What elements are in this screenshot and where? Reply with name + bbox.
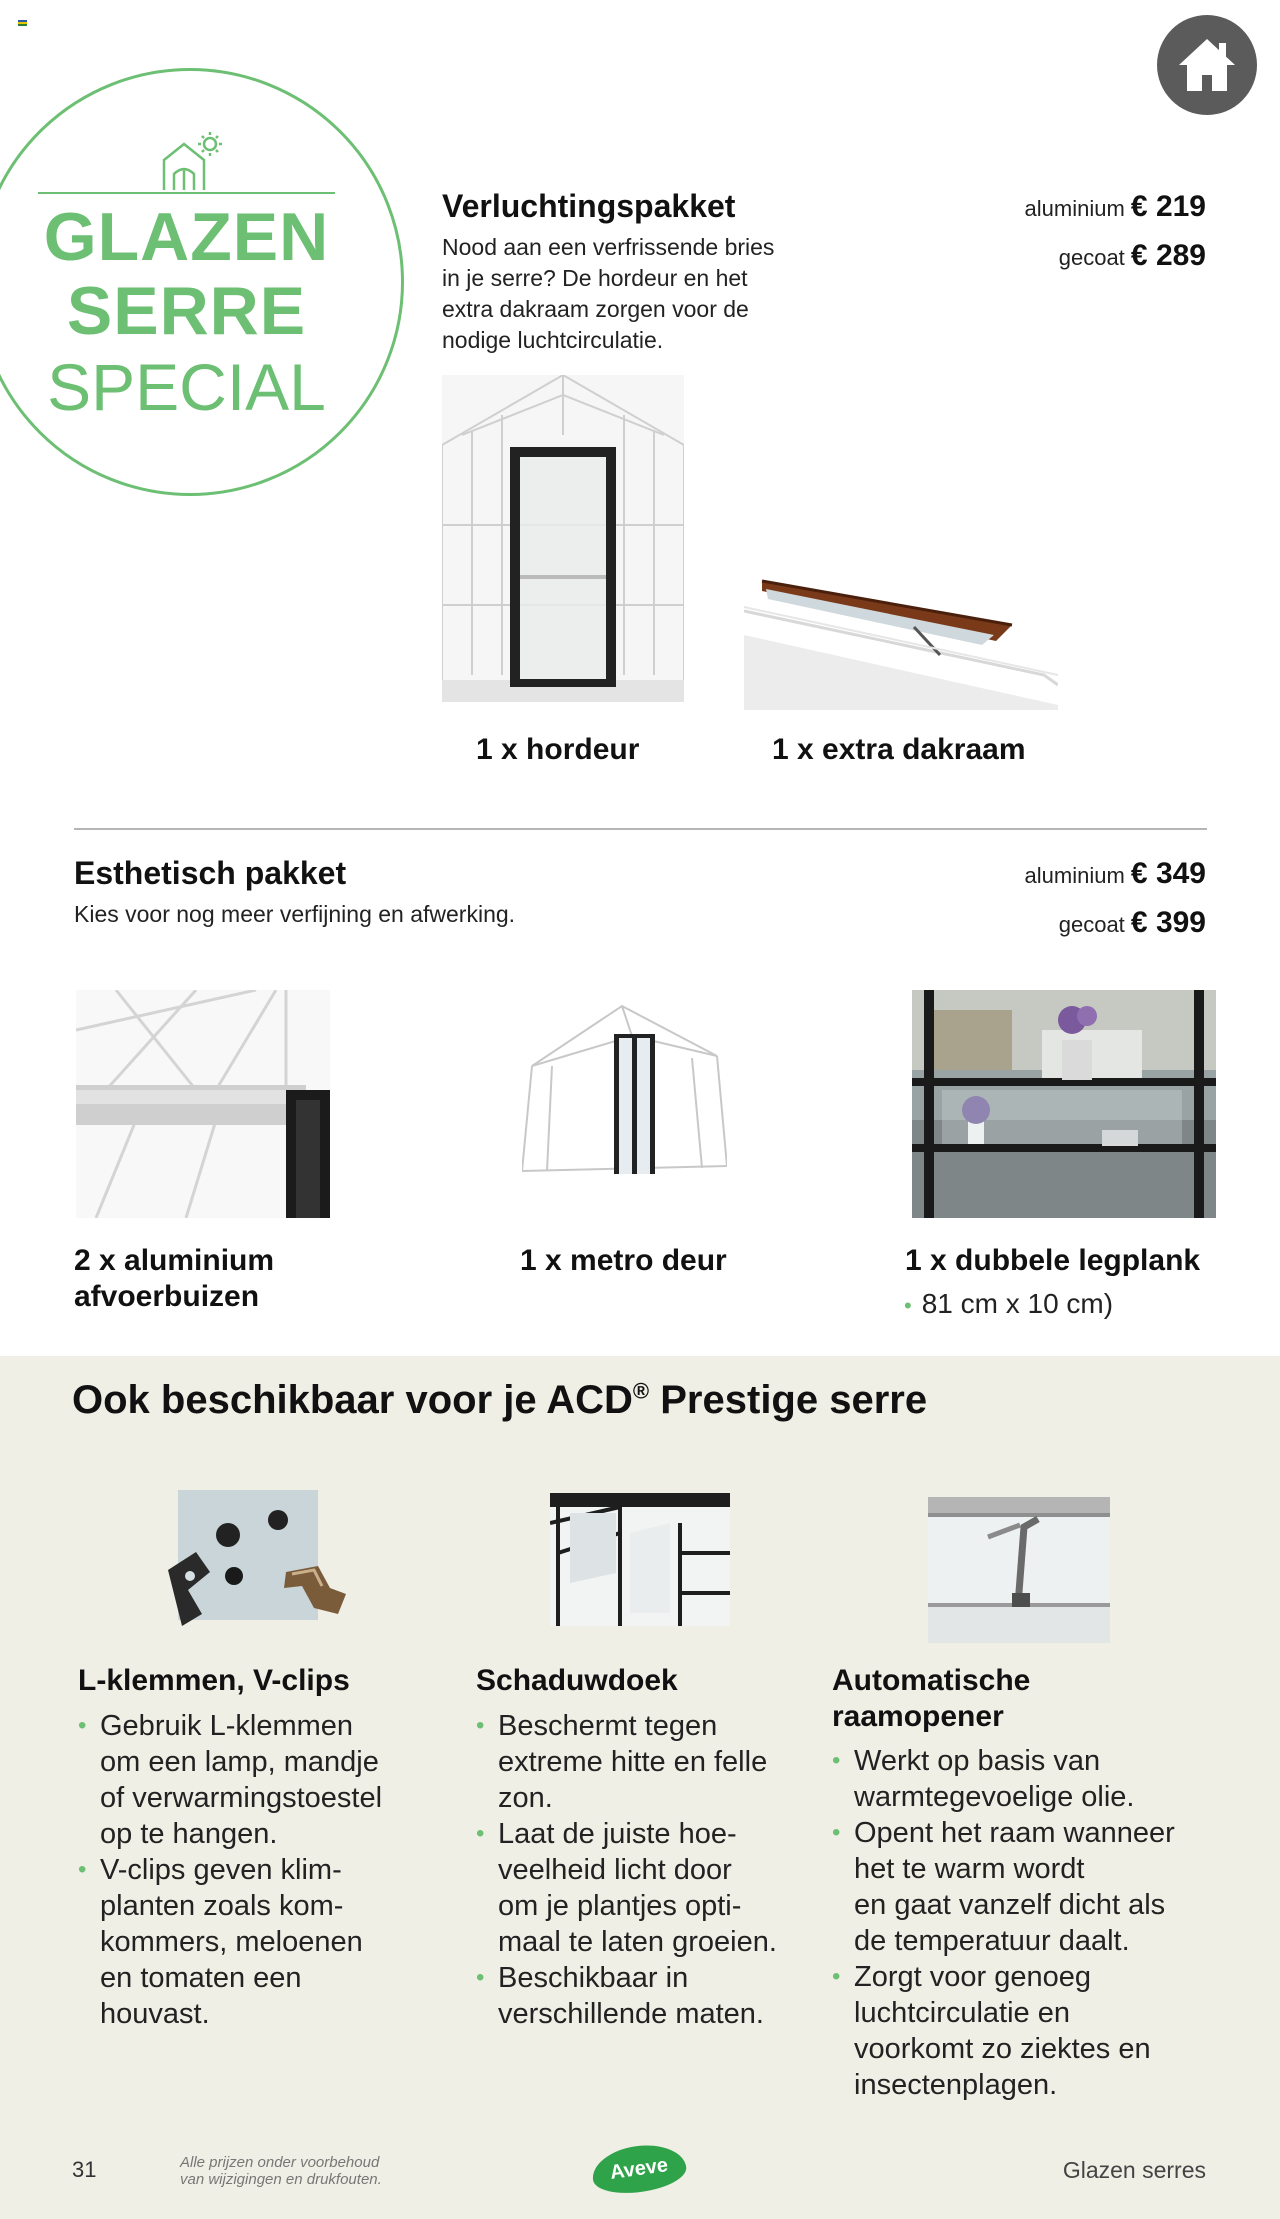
roof-window-label: 1 x extra dakraam xyxy=(772,733,1026,766)
metro-door-label: 1 x metro deur xyxy=(520,1244,727,1277)
list-item xyxy=(476,1708,777,1816)
price-label: aluminium xyxy=(1024,863,1125,888)
disclaimer-line: van wijzigingen en drukfouten. xyxy=(180,2171,382,2188)
disclaimer-line: Alle prijzen onder voorbehoud xyxy=(180,2154,380,2171)
double-shelf-image xyxy=(912,990,1216,1218)
aesthetic-price-aluminium xyxy=(1025,857,1206,891)
section-name: Glazen serres xyxy=(1062,2157,1206,2183)
aesthetic-package-title: Esthetisch pakket xyxy=(74,855,347,891)
bullet-line: planten zoals kom- xyxy=(100,1890,344,1922)
bullet-dot: • xyxy=(904,1292,912,1318)
bullet-line: • Werkt op basis van xyxy=(854,1745,1101,1777)
bullet-line: • Opent het raam wanneer xyxy=(854,1817,1175,1849)
bullet-line: op te hangen. xyxy=(100,1818,278,1850)
prestige-title-text: Ook beschikbaar voor je ACD xyxy=(72,1378,633,1422)
screen-door-image xyxy=(442,375,684,702)
ventilation-package-description xyxy=(442,232,774,356)
bullet-line: om een lamp, mandje xyxy=(100,1746,379,1778)
bullet-line: kommers, meloenen xyxy=(100,1926,363,1958)
price-value: € 289 xyxy=(1130,239,1206,272)
bullet-line: verschillende maten. xyxy=(498,1998,764,2030)
home-icon xyxy=(1175,35,1239,95)
prestige-title xyxy=(72,1378,927,1423)
list-item xyxy=(476,1960,777,2032)
bullet-line: zon. xyxy=(498,1782,553,1814)
bullet-line: • Gebruik L-klemmen xyxy=(100,1710,354,1742)
shade-cloth-image xyxy=(550,1493,730,1626)
feature-title-shade: Schaduwdoek xyxy=(476,1664,678,1697)
registered-mark: ® xyxy=(632,1378,650,1404)
ventilation-package-title: Verluchtingspakket xyxy=(442,188,736,224)
bullet-line: maal te laten groeien. xyxy=(498,1926,777,1958)
feature-title-clamps: L-klemmen, V-clips xyxy=(78,1664,350,1697)
ventilation-desc-line: extra dakraam zorgen voor de xyxy=(442,296,749,322)
feature-title-opener xyxy=(832,1663,1030,1735)
bullet-line: insectenplagen. xyxy=(854,2069,1058,2101)
greenhouse-sun-icon xyxy=(160,130,224,192)
price-value: € 399 xyxy=(1130,906,1206,939)
double-shelf-label: 1 x dubbele legplank xyxy=(905,1244,1201,1277)
bullet-line: • Laat de juiste hoe- xyxy=(498,1818,737,1850)
bullet-line: • Beschikbaar in xyxy=(498,1962,689,1994)
bullet-line: • Zorgt voor genoeg xyxy=(854,1961,1091,1993)
list-item xyxy=(832,1959,1175,2103)
ventilation-price-coated xyxy=(1059,239,1206,273)
bullet-line: houvast. xyxy=(100,1998,210,2030)
drain-pipes-label-line: afvoerbuizen xyxy=(74,1280,260,1313)
prestige-title-end: Prestige serre xyxy=(649,1378,928,1422)
feature-list-opener xyxy=(832,1743,1175,2103)
page-number: 31 xyxy=(72,2157,97,2182)
bullet-line: en gaat vanzelf dicht als xyxy=(854,1889,1166,1921)
price-disclaimer xyxy=(180,2154,382,2188)
window-opener-image xyxy=(928,1497,1110,1643)
list-item xyxy=(78,1852,382,2032)
price-value: € 349 xyxy=(1130,857,1206,890)
ventilation-desc-line: Nood aan een verfrissende bries xyxy=(442,234,775,260)
language-flag-icon[interactable] xyxy=(18,20,27,26)
feature-title-line: Automatische xyxy=(832,1664,1031,1697)
badge-divider xyxy=(38,192,335,194)
section-divider xyxy=(74,828,1207,830)
feature-list-clamps xyxy=(78,1708,382,2032)
screen-door-label: 1 x hordeur xyxy=(476,733,640,766)
price-label: gecoat xyxy=(1058,245,1125,270)
double-shelf-dimensions xyxy=(904,1288,1113,1320)
badge-title xyxy=(38,200,335,348)
bullet-line: veelheid licht door xyxy=(498,1854,732,1886)
bullet-line: en tomaten een xyxy=(100,1962,302,1994)
roof-window-image xyxy=(744,575,1058,710)
metro-door-image xyxy=(522,996,727,1181)
list-item xyxy=(832,1743,1175,1815)
bullet-line: • Beschermt tegen xyxy=(498,1710,718,1742)
drain-pipes-label xyxy=(74,1243,274,1315)
badge-line-glazen: GLAZEN xyxy=(43,199,330,275)
list-item xyxy=(832,1815,1175,1959)
list-item xyxy=(78,1708,382,1852)
badge-line-special: SPECIAL xyxy=(47,350,326,424)
bullet-line: luchtcirculatie en xyxy=(854,1997,1070,2029)
price-label: aluminium xyxy=(1024,196,1125,221)
bullet-line: • V-clips geven klim- xyxy=(100,1854,342,1886)
l-clamps-image xyxy=(168,1490,346,1630)
feature-title-line: raamopener xyxy=(832,1700,1004,1733)
bullet-line: de temperatuur daalt. xyxy=(854,1925,1130,1957)
aesthetic-package-description: Kies voor nog meer verfijning en afwerking. xyxy=(74,901,516,927)
price-label: gecoat xyxy=(1058,912,1125,937)
drain-pipes-label-line: 2 x aluminium xyxy=(74,1244,275,1277)
bullet-line: warmtegevoelige olie. xyxy=(854,1781,1135,1813)
badge-line-serre: SERRE xyxy=(66,273,307,349)
aesthetic-price-coated xyxy=(1059,906,1206,940)
bullet-line: voorkomt zo ziektes en xyxy=(854,2033,1151,2065)
ventilation-desc-line: nodige luchtcirculatie. xyxy=(442,327,664,353)
dimension-text: 81 cm x 10 cm) xyxy=(921,1288,1114,1319)
bullet-line: het te warm wordt xyxy=(854,1853,1085,1885)
list-item xyxy=(476,1816,777,1960)
drain-pipes-image xyxy=(76,990,330,1218)
ventilation-price-aluminium xyxy=(1025,190,1206,224)
bullet-line: extreme hitte en felle xyxy=(498,1746,768,1778)
ventilation-desc-line: in je serre? De hordeur en het xyxy=(442,265,748,291)
aveve-logo[interactable]: Aveve xyxy=(589,2140,688,2199)
feature-list-shade xyxy=(476,1708,777,2032)
home-button[interactable] xyxy=(1157,15,1257,115)
bullet-line: of verwarmingstoestel xyxy=(100,1782,383,1814)
bullet-line: om je plantjes opti- xyxy=(498,1890,742,1922)
price-value: € 219 xyxy=(1130,190,1206,223)
